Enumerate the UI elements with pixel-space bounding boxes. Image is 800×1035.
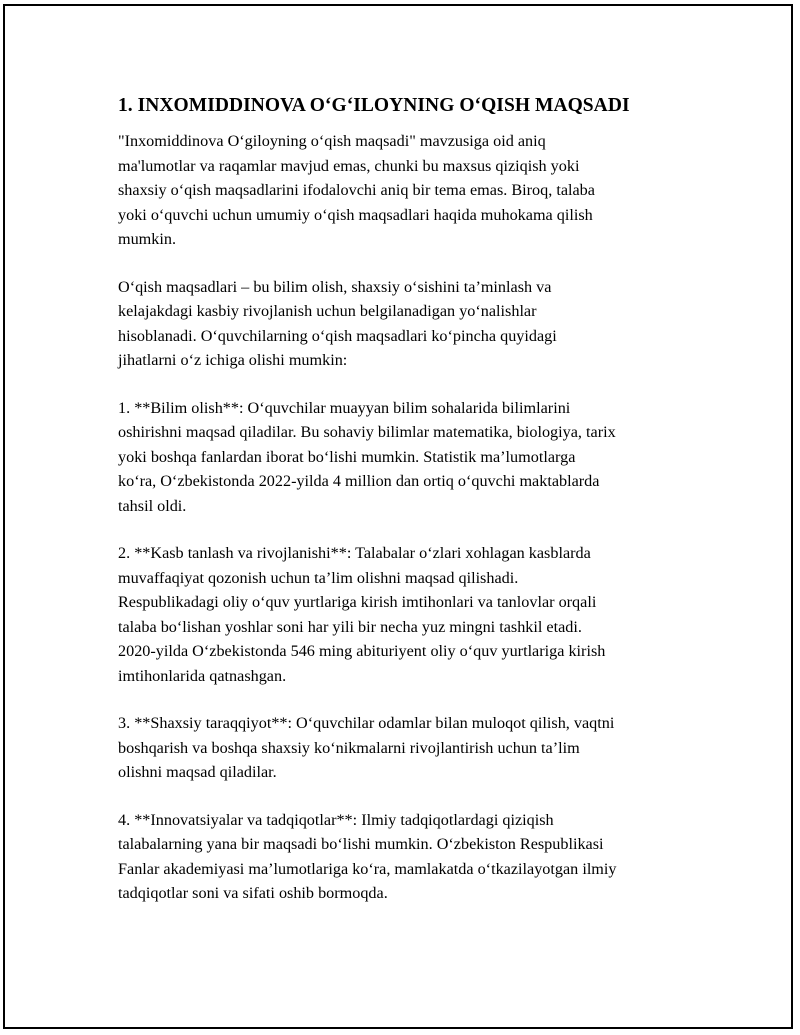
paragraph-item-2: 2. **Kasb tanlash va rivojlanishi**: Talabalar o‘zlari xohlagan kasblarda muvaffaqiyat qozonish uchun ta’lim olishni maqsad qilishadi. Respublikadagi oliy o‘quv yurtlariga kirish imtihonlari va tanlovlar orqali talaba bo‘lishan yoshlar soni har yili bir necha yuz mingni tashkil etadi. 2020-yilda O‘zbekistonda 546 ming abituriyent oliy o‘quv yurtlariga kirish imtihonlarida qatnashgan.: [118, 544, 606, 685]
document-title: 1. INXOMIDDINOVA O‘G‘ILOYNING O‘QISH MAQSADI: [118, 95, 630, 116]
paragraph-intro: "Inxomiddinova O‘giloyning o‘qish maqsadi" mavzusiga oid aniq ma'lumotlar va raqamlar mavjud emas, chunki bu maxsus qiziqish yoki shaxsiy o‘qish maqsadlarini ifodalovchi aniq bir tema emas. Biroq, talaba yoki o‘quvchi uchun umumiy o‘qish maqsadlari haqida muhokama qilish mumkin.: [118, 132, 595, 248]
paragraph-item-1: 1. **Bilim olish**: O‘quvchilar muayyan bilim sohalarida bilimlarini oshirishni maqsad qiladilar. Bu sohaviy bilimlar matematika, biologiya, tarix yoki boshqa fanlardan iborat bo‘lishi mumkin. Statistik ma’lumotlarga ko‘ra, O‘zbekistonda 2022-yilda 4 million dan ortiq o‘quvchi maktablarda tahsil oldi.: [118, 398, 616, 515]
document-body: [118, 92, 698, 929]
paragraph-item-4: 4. **Innovatsiyalar va tadqiqotlar**: Ilmiy tadqiqotlardagi qiziqish talabalarning yana bir maqsadi bo‘lishi mumkin. O‘zbekiston Respublikasi Fanlar akademiyasi ma’lumotlariga ko‘ra, mamlakatda o‘tkazilayotgan ilmiy tadqiqotlar soni va sifati oshib bormoqda.: [118, 810, 617, 902]
paragraph-definition: O‘qish maqsadlari – bu bilim olish, shaxsiy o‘sishini ta’minlash va kelajakdagi kasbiy rivojlanish uchun belgilanadigan yo‘nalishlar hisoblanadi. O‘quvchilarning o‘qish maqsadlari ko‘pincha quyidagi jihatlarni o‘z ichiga olishi mumkin:: [118, 277, 557, 369]
paragraph-item-3: 3. **Shaxsiy taraqqiyot**: O‘quvchilar odamlar bilan muloqot qilish, vaqtni boshqarish va boshqa shaxsiy ko‘nikmalarni rivojlantirish uchun ta’lim olishni maqsad qiladilar.: [118, 714, 615, 781]
